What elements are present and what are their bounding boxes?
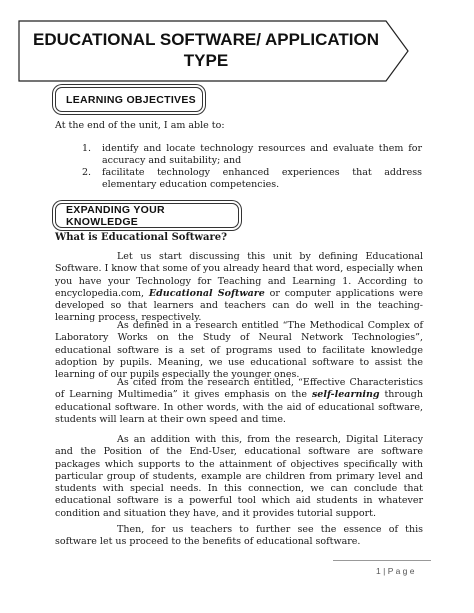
- page-number: 1: [376, 566, 381, 576]
- page-title-line-1: EDUCATIONAL SOFTWARE/ APPLICATION: [33, 30, 379, 49]
- objective-item: [82, 167, 422, 191]
- page-footer: [376, 566, 415, 576]
- paragraph-self-learning: [55, 377, 423, 426]
- paragraph-definition: [55, 251, 423, 325]
- objectives-list: [82, 143, 422, 191]
- objective-text: identify and locate technology resources and evaluate them for accuracy and suitability; and: [102, 143, 422, 166]
- expanding-knowledge-label: EXPANDING YOUR KNOWLEDGE: [55, 203, 239, 228]
- paragraph-research-definition: [55, 320, 423, 381]
- paragraph-conclusion: [55, 524, 423, 549]
- footer-divider: [333, 560, 431, 561]
- paragraph-text: As defined in a research entitled “The Methodical Complex of Laboratory Works on the Study of Neural Network Technologies”, educational software is a set of programs used to facilitate knowledge adoption by pupils. Meaning, we use educational software to assist the learning of our pupils especially the younger ones.: [55, 320, 423, 381]
- learning-objectives-label: LEARNING OBJECTIVES: [55, 87, 203, 112]
- paragraph-text: Let us start discussing this unit by defining Educational Software. I know that some of you already heard that word, especially when you have your Technology for Teaching and Learning 1. According to encyclopedia.com,: [55, 251, 423, 299]
- term-educational-software: Educational Software: [148, 287, 265, 299]
- objective-number: 2.: [82, 167, 92, 178]
- title-banner: [18, 20, 410, 82]
- footer-separator: |: [383, 566, 386, 576]
- paragraph-text: or computer applications were developed so that learners and teachers can do well in the teaching-learning process, respectively.: [55, 287, 423, 324]
- objective-text: facilitate technology enhanced experiences that address elementary education competencies.: [102, 167, 422, 190]
- page-label: P a g e: [387, 566, 415, 576]
- paragraph-text: As cited from the research entitled, “Effective Characteristics of Learning Multimedia” it gives emphasis on the: [55, 377, 423, 401]
- paragraph-digital-literacy: [55, 434, 423, 520]
- objective-item: [82, 143, 422, 167]
- paragraph-text: Then, for us teachers to further see the essence of this software let us proceed to the benefits of educational software.: [55, 524, 423, 548]
- paragraph-text: through educational software. In other words, with the aid of educational software, students will learn at their own speed and time.: [55, 389, 423, 425]
- paragraph-text: As an addition with this, from the research, Digital Literacy and the Position of the End-User, educational software are software packages which supports to the attainment of objectives specifically with particular group of students, example are children from primary level and students with special needs. In this connection, we can conclude that educational software is a powerful tool which aid students in whatever condition and situation they have, and it provides tutorial support.: [55, 434, 423, 519]
- page-title-line-2: TYPE: [183, 51, 229, 70]
- page-title: [26, 29, 386, 71]
- objectives-intro: At the end of the unit, I am able to:: [55, 120, 225, 131]
- objective-number: 1.: [82, 143, 92, 154]
- term-self-learning: self-learning: [311, 389, 380, 401]
- section-heading: What is Educational Software?: [55, 232, 227, 243]
